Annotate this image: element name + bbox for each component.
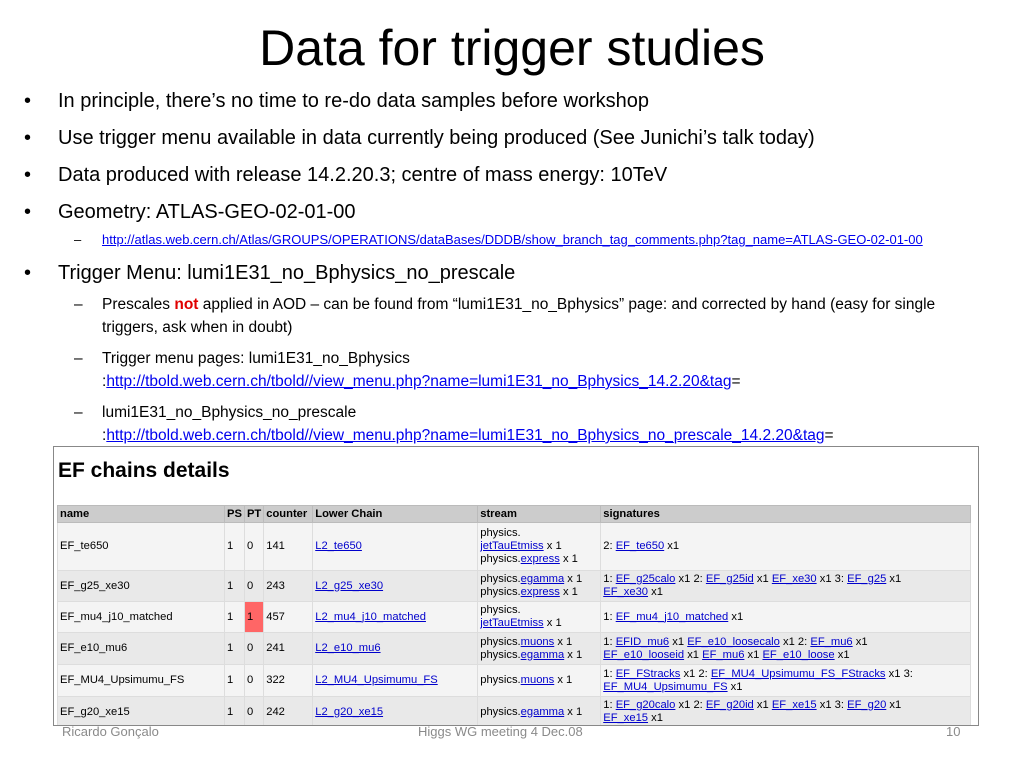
colon: :: [102, 427, 107, 444]
cell-text: x1: [684, 648, 703, 661]
signatures-cell-line: [603, 712, 968, 725]
cell-text: physics.: [480, 648, 521, 661]
cell-text: 1:: [603, 573, 616, 585]
stream-cell: [478, 523, 601, 571]
stream-link[interactable]: jetTauEtmiss: [480, 540, 544, 552]
cell-text: x1: [886, 573, 902, 585]
cell-text: x 1: [559, 553, 578, 565]
table-row: [58, 633, 971, 665]
signatures-cell-line: [603, 681, 968, 694]
signature-link[interactable]: EF_mu6: [702, 648, 745, 661]
stream-cell-line: [480, 586, 598, 599]
cell-text: 1:: [603, 610, 616, 623]
equals: =: [731, 373, 741, 390]
signatures-cell-line: [603, 586, 968, 599]
stream-cell: [478, 602, 601, 633]
cell-text: x1 2:: [675, 699, 706, 711]
signatures-cell-line: [603, 668, 968, 681]
ps-cell: 1: [225, 571, 245, 602]
col-header-signatures: signatures: [601, 506, 971, 523]
signatures-cell-line: [603, 699, 968, 712]
stream-cell-line: [480, 706, 598, 719]
ps-cell: 1: [225, 602, 245, 633]
signature-link[interactable]: EF_g20calo: [615, 699, 676, 711]
sub-bullet-item: [18, 401, 993, 447]
stream-cell-line: [480, 540, 598, 553]
cell-text: x1: [886, 699, 902, 711]
stream-cell-line: [480, 604, 598, 617]
signature-link[interactable]: EF_mu6: [810, 635, 853, 648]
sub-bullet-item: [18, 231, 993, 248]
cell-text: x 1: [564, 648, 583, 661]
signature-link[interactable]: EFID_mu6: [615, 635, 670, 648]
cell-text: x1: [727, 680, 743, 693]
lower-chain-cell: [313, 523, 478, 571]
signature-link[interactable]: EF_xe30: [771, 573, 817, 585]
stream-link[interactable]: jetTauEtmiss: [480, 617, 544, 629]
chain-name-cell: EF_e10_mu6: [58, 633, 225, 665]
stream-cell: [478, 633, 601, 665]
cell-text: x 1: [554, 674, 573, 686]
prescales-text-rest: applied in AOD – can be found from “lumi1E31_no_Bphysics” page: and corrected by hand (easy for single triggers, ask when in doubt): [102, 296, 936, 336]
bullet-item: • Geometry: ATLAS-GEO-02-01-00: [18, 199, 993, 225]
pt-cell: 0: [244, 633, 263, 665]
counter-cell: 457: [264, 602, 313, 633]
cell-text: x1 2:: [779, 635, 811, 648]
bullet-item: • Use trigger menu available in data currently being produced (See Junichi’s talk today): [18, 125, 993, 151]
stream-link[interactable]: egamma: [520, 573, 565, 585]
ps-cell: 1: [225, 665, 245, 697]
signature-link[interactable]: EF_FStracks: [615, 667, 681, 680]
signatures-cell-line: [603, 573, 968, 586]
signatures-cell-line: [603, 540, 968, 553]
lower-chain-link[interactable]: L2_g20_xe15: [315, 705, 384, 718]
cell-text: physics.: [480, 705, 521, 718]
table-row: [58, 602, 971, 633]
equals: =: [824, 427, 834, 444]
chain-name-cell: EF_g20_xe15: [58, 697, 225, 727]
table-row: [58, 523, 971, 571]
signature-link[interactable]: EF_te650: [615, 540, 665, 552]
bullet-list: [18, 88, 993, 448]
cell-text: 1:: [603, 667, 616, 680]
cell-text: physics.: [480, 573, 521, 585]
signature-link[interactable]: EF_e10_loosecalo: [687, 635, 780, 648]
chain-name-cell: EF_te650: [58, 523, 225, 571]
signatures-cell-line: [603, 611, 968, 624]
cell-text: physics.: [480, 604, 521, 616]
lower-chain-cell: [313, 602, 478, 633]
prescales-text: Prescales: [102, 296, 175, 313]
stream-cell-line: [480, 527, 598, 540]
pt-cell: 1: [244, 602, 263, 633]
chain-name-cell: EF_mu4_j10_matched: [58, 602, 225, 633]
stream-link[interactable]: express: [520, 586, 560, 598]
signatures-cell: [601, 633, 971, 665]
footer-author: Ricardo Gonçalo: [62, 724, 159, 739]
bullet-item: • In principle, there’s no time to re-do data samples before workshop: [18, 88, 993, 114]
signature-link[interactable]: EF_MU4_Upsimumu_FS: [603, 680, 728, 693]
lower-chain-link[interactable]: L2_te650: [315, 540, 362, 552]
table-header-row: [58, 506, 971, 523]
pt-cell: 0: [244, 665, 263, 697]
cell-text: x1: [664, 540, 680, 552]
signature-link[interactable]: EF_mu4_j10_matched: [615, 610, 729, 623]
lower-chain-link[interactable]: L2_g25_xe30: [315, 579, 384, 592]
stream-cell-line: [480, 617, 598, 630]
sub-bullet-item: [18, 293, 993, 339]
table-row: [58, 571, 971, 602]
cell-text: x1 2:: [675, 573, 706, 585]
col-header-stream: stream: [478, 506, 601, 523]
signatures-cell: [601, 523, 971, 571]
stream-link[interactable]: egamma: [520, 648, 565, 661]
signature-link[interactable]: EF_xe15: [771, 699, 817, 711]
stream-cell-line: [480, 573, 598, 586]
no-prescale-label: lumi1E31_no_Bphysics_no_prescale: [102, 404, 357, 421]
counter-cell: 242: [264, 697, 313, 727]
signature-link[interactable]: EF_MU4_Upsimumu_FS_FStracks: [710, 667, 886, 680]
counter-cell: 141: [264, 523, 313, 571]
cell-text: x 1: [543, 617, 562, 629]
cell-text: x1: [669, 635, 688, 648]
lower-chain-link[interactable]: L2_mu4_j10_matched: [315, 610, 426, 623]
cell-text: x1: [753, 699, 772, 711]
signature-link[interactable]: EF_g25: [847, 573, 887, 585]
stream-cell: [478, 571, 601, 602]
bullet-item: • Trigger Menu: lumi1E31_no_Bphysics_no_prescale: [18, 260, 993, 286]
lower-chain-cell: [313, 633, 478, 665]
cell-text: x 1: [543, 540, 562, 552]
cell-text: x1: [648, 712, 663, 724]
stream-cell: [478, 665, 601, 697]
ps-cell: 1: [225, 633, 245, 665]
signature-link[interactable]: EF_g20: [847, 699, 887, 711]
col-header-name: name: [58, 506, 225, 523]
lower-chain-cell: [313, 571, 478, 602]
cell-text: x1: [852, 635, 868, 648]
signature-link[interactable]: EF_xe30: [603, 586, 649, 598]
menu-pages-link[interactable]: http://tbold.web.cern.ch/tbold//view_menu.php?name=lumi1E31_no_Bphysics_14.2.20&tag: [106, 373, 732, 390]
menu-pages-label: Trigger menu pages: lumi1E31_no_Bphysics: [102, 350, 410, 367]
cell-text: x 1: [559, 586, 578, 598]
cell-text: x1 3:: [816, 699, 848, 711]
geometry-link[interactable]: http://atlas.web.cern.ch/Atlas/GROUPS/OPERATIONS/dataBases/DDDB/show_branch_tag_comments.php?tag_name=ATLAS-GEO-02-01-00: [102, 232, 923, 247]
cell-text: x1: [744, 648, 763, 661]
signature-link[interactable]: EF_e10_looseid: [603, 648, 685, 661]
stream-link[interactable]: muons: [520, 635, 555, 648]
lower-chain-link[interactable]: L2_e10_mu6: [315, 642, 381, 654]
cell-text: x1: [834, 648, 850, 661]
footer-page-number: 10: [946, 724, 961, 739]
signature-link[interactable]: EF_g25id: [705, 573, 754, 585]
cell-text: x1: [753, 573, 772, 585]
stream-cell-line: [480, 553, 598, 566]
stream-cell: [478, 697, 601, 727]
chain-name-cell: EF_MU4_Upsimumu_FS: [58, 665, 225, 697]
lower-chain-link[interactable]: L2_MU4_Upsimumu_FS: [315, 674, 438, 686]
ef-chains-table: [57, 505, 971, 726]
ps-cell: 1: [225, 523, 245, 571]
chain-name-cell: EF_g25_xe30: [58, 571, 225, 602]
stream-cell-line: [480, 649, 598, 662]
cell-text: physics.: [480, 674, 521, 686]
signatures-cell: [601, 602, 971, 633]
stream-cell-line: [480, 674, 598, 687]
cell-text: x 1: [564, 705, 583, 718]
colon: :: [102, 373, 107, 390]
signatures-cell: [601, 571, 971, 602]
stream-link[interactable]: muons: [520, 674, 555, 686]
table-row: [58, 665, 971, 697]
cell-text: physics.: [480, 553, 521, 565]
bullet-item: • Data produced with release 14.2.20.3; centre of mass energy: 10TeV: [18, 162, 993, 188]
stream-cell-line: [480, 636, 598, 649]
signatures-cell-line: [603, 636, 968, 649]
ef-chains-heading: EF chains details: [58, 459, 230, 482]
col-header-lower-chain: Lower Chain: [313, 506, 478, 523]
signatures-cell-line: [603, 649, 968, 662]
signature-link[interactable]: EF_e10_loose: [762, 648, 835, 661]
cell-text: x 1: [554, 635, 573, 648]
cell-text: 1:: [603, 635, 616, 648]
cell-text: physics.: [480, 527, 521, 539]
cell-text: physics.: [480, 635, 521, 648]
signatures-cell: [601, 665, 971, 697]
cell-text: 2:: [603, 540, 616, 552]
table-row: [58, 697, 971, 727]
not-emphasis: not: [174, 296, 199, 313]
footer-meeting: Higgs WG meeting 4 Dec.08: [418, 724, 583, 739]
no-prescale-link[interactable]: http://tbold.web.cern.ch/tbold//view_menu.php?name=lumi1E31_no_Bphysics_no_prescale_14.2.20&tag: [106, 427, 825, 444]
signature-link[interactable]: EF_xe15: [603, 712, 649, 724]
table-body: [58, 523, 971, 727]
ef-chains-screenshot: [53, 446, 979, 726]
cell-text: x1 3:: [816, 573, 848, 585]
counter-cell: 243: [264, 571, 313, 602]
stream-link[interactable]: express: [520, 553, 560, 565]
lower-chain-cell: [313, 697, 478, 727]
cell-text: x1 3:: [885, 667, 913, 680]
stream-link[interactable]: egamma: [520, 705, 565, 718]
ps-cell: 1: [225, 697, 245, 727]
pt-cell: 0: [244, 697, 263, 727]
sub-bullet-item: [18, 347, 993, 393]
lower-chain-cell: [313, 665, 478, 697]
cell-text: physics.: [480, 586, 521, 598]
col-header-pt: PT: [244, 506, 263, 523]
counter-cell: 241: [264, 633, 313, 665]
cell-text: x1: [648, 586, 663, 598]
signatures-cell: [601, 697, 971, 727]
pt-cell: 0: [244, 523, 263, 571]
counter-cell: 322: [264, 665, 313, 697]
pt-cell: 0: [244, 571, 263, 602]
cell-text: x1 2:: [680, 667, 711, 680]
col-header-ps: PS: [225, 506, 245, 523]
slide-title: Data for trigger studies: [259, 20, 765, 76]
signature-link[interactable]: EF_g25calo: [615, 573, 676, 585]
col-header-counter: counter: [264, 506, 313, 523]
cell-text: 1:: [603, 699, 616, 711]
signature-link[interactable]: EF_g20id: [705, 699, 754, 711]
cell-text: x 1: [564, 573, 583, 585]
cell-text: x1: [728, 610, 744, 623]
